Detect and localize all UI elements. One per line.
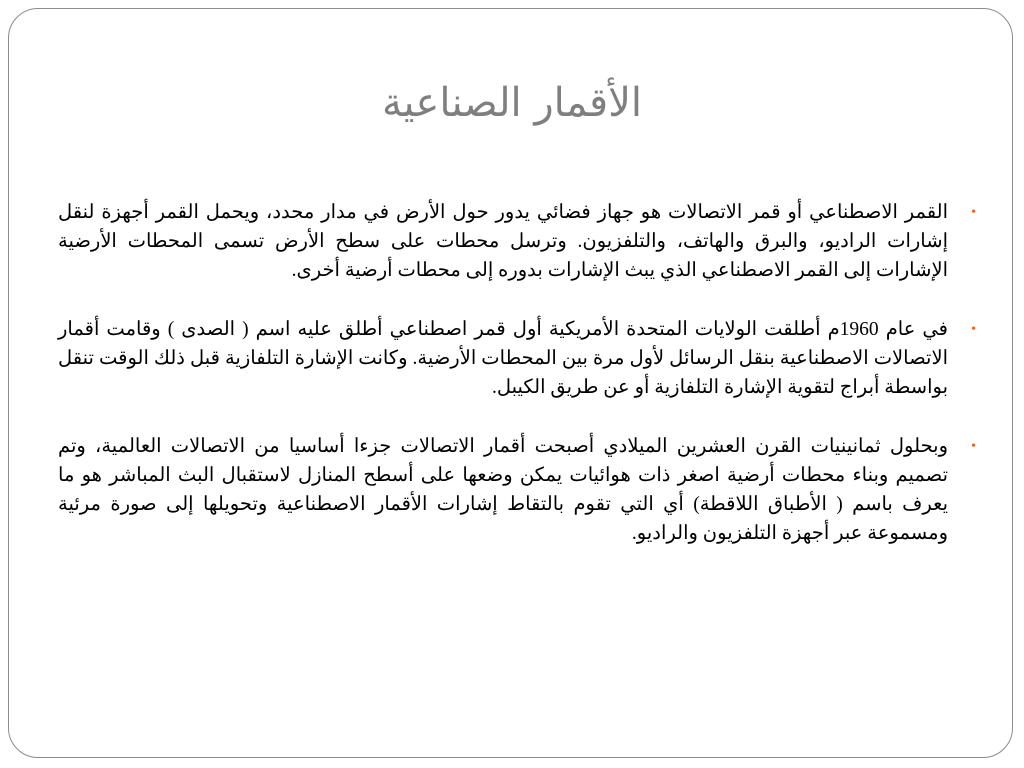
bullet-item-1 [58, 198, 978, 285]
bullet-text: القمر الاصطناعي أو قمر الاتصالات هو جهاز فضائي يدور حول الأرض في مدار محدد، ويحمل القمر أجهزة لنقل إشارات الراديو، والبرق والهاتف، والتلفزيون. وترسل محطات على سطح الأرض تسمى المحطات الأرضية الإشارات إلى القمر الاصطناعي الذي يبث الإشارات بدوره إلى محطات أرضية أخرى. [58, 202, 948, 281]
bullet-marker: • [971, 205, 976, 220]
bullet-marker: • [971, 439, 976, 454]
bullet-text: وبحلول ثمانينيات القرن العشرين الميلادي أصبحت أقمار الاتصالات جزءا أساسيا من الاتصالات العالمية، وتم تصميم وبناء محطات أرضية اصغر ذات هوائيات يمكن وضعها على أسطح المنازل لاستقبال البث المباشر هو ما يعرف باسم ( الأطباق اللاقطة) أي التي تقوم بالتقاط إشارات الأقمار الاصطناعية وتحويلها إلى صورة مرئية ومسموعة عبر أجهزة التلفزيون والراديو. [58, 436, 948, 544]
bullet-text: في عام 1960م أطلقت الولايات المتحدة الأمريكية أول قمر اصطناعي أطلق عليه اسم ( الصدى ) وقامت أقمار الاتصالات الاصطناعية بنقل الرسائل لأول مرة بين المحطات الأرضية. وكانت الإشارة التلفازية قبل ذلك الوقت تنقل بواسطة أبراج لتقوية الإشارة التلفازية أو عن طريق الكيبل. [58, 319, 948, 398]
bullet-item-2 [58, 315, 978, 402]
slide-title: الأقمار الصناعية [381, 80, 643, 126]
slide-body [58, 198, 978, 578]
bullet-marker: • [971, 322, 976, 337]
bullet-item-3 [58, 432, 978, 548]
